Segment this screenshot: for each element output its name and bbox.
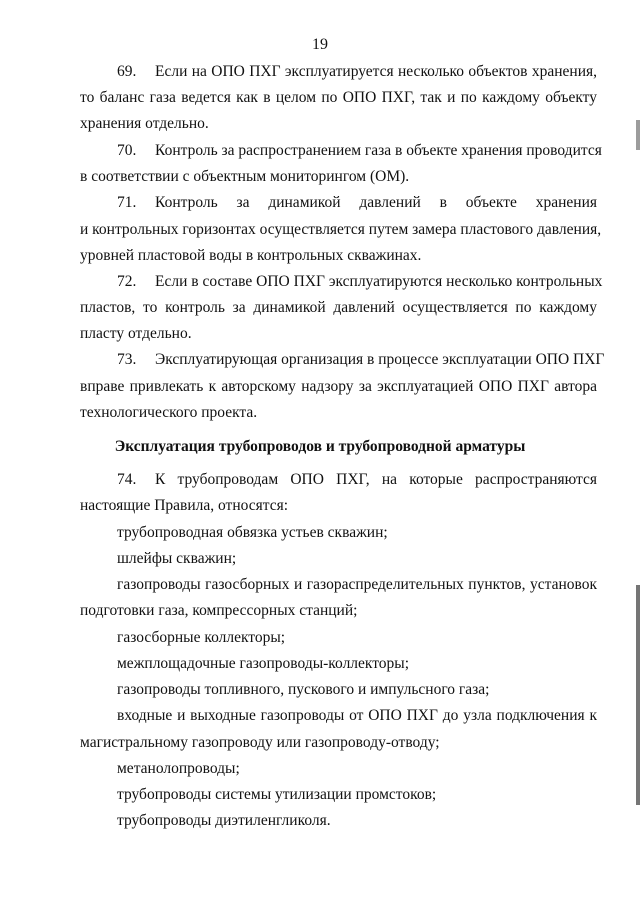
scan-edge-mark (636, 120, 640, 150)
list-item-continuation: магистральному газопроводу или газопроводу-отводу; (80, 734, 440, 751)
paragraph-69-line-3: хранения отдельно. (80, 115, 209, 132)
paragraph-number: 70. (117, 142, 137, 159)
paragraph-text: Контроль за динамикой давлений в объекте хранения (155, 194, 597, 211)
section-heading: Эксплуатация трубопроводов и трубопроводной арматуры (114, 438, 526, 455)
paragraph-73-line-2: вправе привлекать к авторскому надзору за эксплуатацией ОПО ПХГ автора (80, 378, 597, 395)
list-item: газопроводы газосборных и газораспределительных пунктов, установок (117, 576, 597, 593)
paragraph-text: К трубопроводам ОПО ПХГ, на которые распространяются (155, 471, 597, 488)
paragraph-70-line-2: в соответствии с объектным мониторингом (ОМ). (80, 168, 410, 185)
paragraph-71-line-1 (117, 193, 597, 213)
paragraph-73-line-3: технологического проекта. (80, 404, 258, 421)
paragraph-70-line-1 (117, 141, 602, 161)
paragraph-73-line-1 (117, 350, 605, 370)
paragraph-text: Если на ОПО ПХГ эксплуатируется несколько объектов хранения, (155, 63, 597, 80)
paragraph-69-line-1 (117, 62, 597, 82)
list-item: входные и выходные газопроводы от ОПО ПХГ до узла подключения к (117, 707, 597, 724)
paragraph-number: 69. (117, 63, 137, 80)
list-item: трубопроводы диэтиленгликоля. (117, 812, 331, 829)
paragraph-71-line-3: уровней пластовой воды в контрольных скважинах. (80, 247, 422, 264)
page-number: 19 (312, 36, 328, 53)
list-item: трубопроводы системы утилизации промстоков; (117, 786, 437, 803)
paragraph-72-line-2: пластов, то контроль за динамикой давлений осуществляется по каждому (80, 299, 597, 316)
paragraph-72-line-1 (117, 272, 603, 292)
paragraph-69-line-2: то баланс газа ведется как в целом по ОПО ПХГ, так и по каждому объекту (80, 89, 597, 106)
paragraph-text: Если в составе ОПО ПХГ эксплуатируются несколько контрольных (155, 273, 603, 290)
list-item-continuation: подготовки газа, компрессорных станций; (80, 602, 358, 619)
list-item: газопроводы топливного, пускового и импульсного газа; (117, 681, 490, 698)
paragraph-text: Контроль за распространением газа в объекте хранения проводится (155, 142, 602, 159)
paragraph-74-line-1 (117, 470, 597, 490)
paragraph-71-line-2: и контрольных горизонтах осуществляется путем замера пластового давления, (80, 221, 602, 238)
paragraph-number: 72. (117, 273, 137, 290)
paragraph-72-line-3: пласту отдельно. (80, 325, 192, 342)
paragraph-text: Эксплуатирующая организация в процессе эксплуатации ОПО ПХГ (155, 351, 605, 368)
list-item: межплощадочные газопроводы-коллекторы; (117, 655, 410, 672)
scan-edge-mark (636, 585, 640, 805)
list-item: метанолопроводы; (117, 760, 240, 777)
paragraph-74-line-2: настоящие Правила, относятся: (80, 497, 289, 514)
list-item: трубопроводная обвязка устьев скважин; (117, 524, 388, 541)
paragraph-number: 71. (117, 194, 137, 211)
list-item: газосборные коллекторы; (117, 629, 286, 646)
list-item: шлейфы скважин; (117, 550, 237, 567)
paragraph-number: 74. (117, 471, 137, 488)
paragraph-number: 73. (117, 351, 137, 368)
